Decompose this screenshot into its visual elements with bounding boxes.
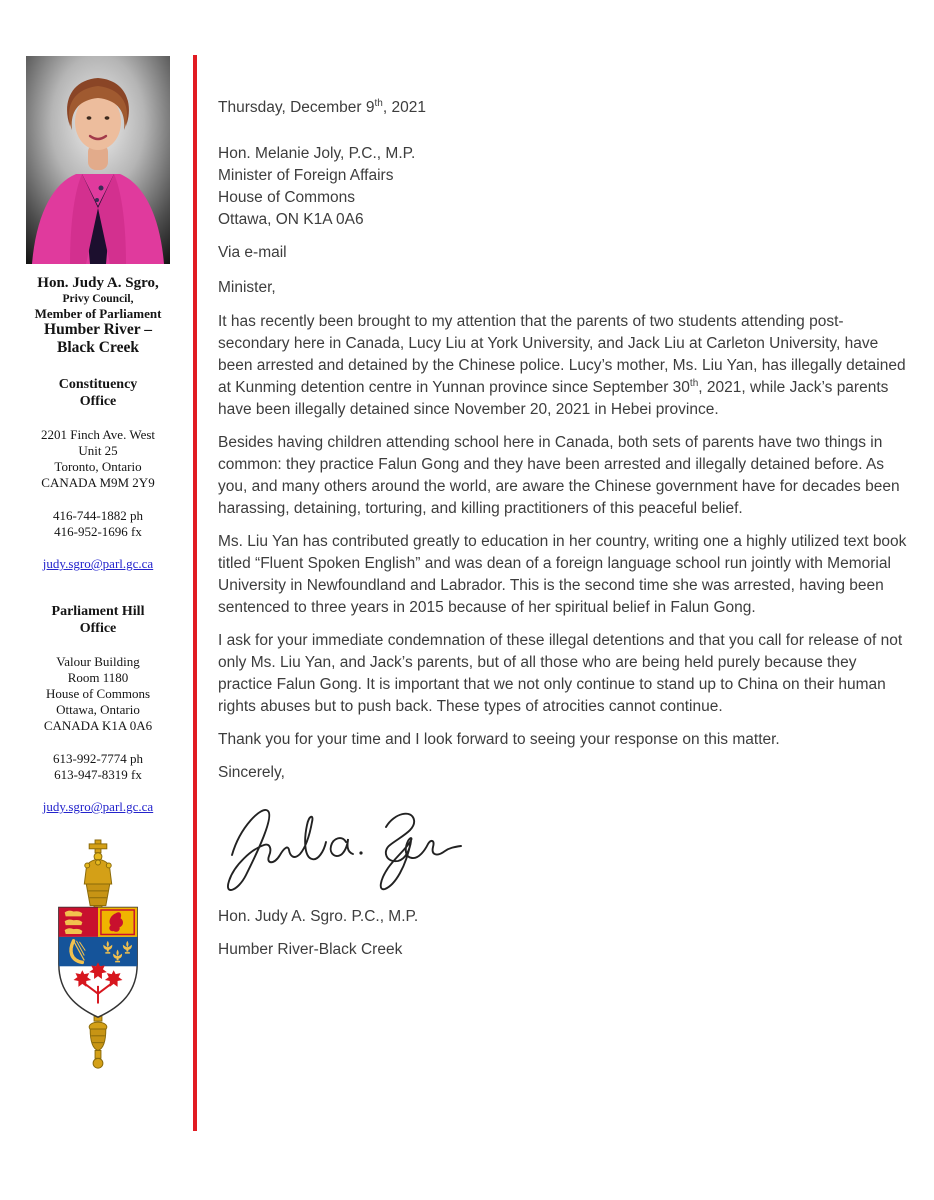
parliament-email-link[interactable]: judy.sgro@parl.gc.ca: [42, 799, 154, 814]
paragraph-1: It has recently been brought to my attention that the parents of two students attending post-secondary here in Canada, Lucy Liu at York University, and Jack Liu at Carleton University, have been arrested and detained by the Chinese police. Lucy’s mother, Ms. Liu Yan, has illegally detained at Kunming detention centre in Yunnan province since September 30th, 2021, while Jack’s parents have been illegally detained since November 20, 2021 in Hebei province.: [218, 313, 906, 418]
paragraph-1-ordinal-superscript: th: [689, 377, 699, 389]
recipient-org: House of Commons: [218, 189, 355, 206]
member-name: Hon. Judy A. Sgro,: [37, 275, 159, 291]
portrait-photo: [26, 56, 170, 264]
riding-name-line2: Black Creek: [57, 339, 139, 356]
signoff-name: Hon. Judy A. Sgro. P.C., M.P.: [218, 908, 419, 925]
parliament-office-heading: Parliament Hill Office: [51, 604, 145, 636]
parliament-phone: 613-992-7774 ph: [53, 751, 143, 766]
paragraph-4: I ask for your immediate condemnation of these illegal detentions and that you call for release of not only Ms. Liu Yan, and Jack’s parents, but of all those who are being held purely because they practice Falun Gong. It is important that we not only continue to stand up to China on their human rights abuses but to push back. These types of atrocities cannot continue.: [218, 632, 903, 715]
constituency-email-link[interactable]: judy.sgro@parl.gc.ca: [42, 556, 154, 571]
parliament-email-wrap: [24, 799, 172, 815]
letter-date: Thursday, December 9th, 2021: [218, 97, 426, 116]
constituency-fax: 416-952-1696 fx: [54, 524, 142, 539]
closing: Sincerely,: [218, 764, 285, 781]
delivery-method: Via e-mail: [218, 244, 287, 261]
date-ordinal-superscript: th: [374, 97, 383, 109]
riding-name-line1: Humber River –: [44, 321, 152, 338]
parliament-phones: [24, 751, 172, 783]
paragraph-3: Ms. Liu Yan has contributed greatly to education in her country, writing one a highly utilized text book titled “Fluent Spoken English” and was dean of a foreign language school run jointly with Memorial University in Newfoundland and Labrador. This is the second time she was arrested, having been sentenced to three years in 2015 because of her spiritual belief in Falun Gong.: [218, 533, 907, 616]
constituency-address: 2201 Finch Ave. West Unit 25 Toronto, Ontario CANADA M9M 2Y9: [40, 427, 156, 490]
letterhead-sidebar: [24, 56, 172, 1074]
constituency-phones: [24, 508, 172, 540]
recipient-name: Hon. Melanie Joly, P.C., M.P.: [218, 145, 416, 162]
signature-wrap: [218, 795, 908, 902]
handwritten-signature: [218, 795, 463, 895]
paragraph-thanks: Thank you for your time and I look forward to seeing your response on this matter.: [218, 731, 780, 748]
recipient-address-block: [218, 143, 908, 231]
mace-coat-of-arms: [48, 839, 148, 1074]
member-title-mp: Member of Parliament: [34, 306, 162, 321]
parliament-address: Valour Building Room 1180 House of Commons Ottawa, Ontario CANADA K1A 0A6: [43, 654, 153, 733]
red-divider-rule: [193, 55, 197, 1131]
recipient-title: Minister of Foreign Affairs: [218, 167, 394, 184]
parliament-fax: 613-947-8319 fx: [54, 767, 142, 782]
recipient-city: Ottawa, ON K1A 0A6: [218, 211, 364, 228]
member-title-privy: Privy Council,: [62, 293, 134, 305]
salutation: Minister,: [218, 279, 276, 296]
constituency-office-heading: Constituency Office: [58, 377, 138, 409]
letter-body: [218, 97, 908, 972]
signoff-riding: Humber River-Black Creek: [218, 941, 403, 958]
constituency-email-wrap: [24, 556, 172, 572]
paragraph-2: Besides having children attending school here in Canada, both sets of parents have two things in common: they practice Falun Gong and they have been arrested and illegally detained before. As you, and many others around the world, are aware the Chinese government have for decades been harassing, detaining, torturing, and killing practitioners of this peaceful belief.: [218, 434, 900, 517]
constituency-phone: 416-744-1882 ph: [53, 508, 143, 523]
